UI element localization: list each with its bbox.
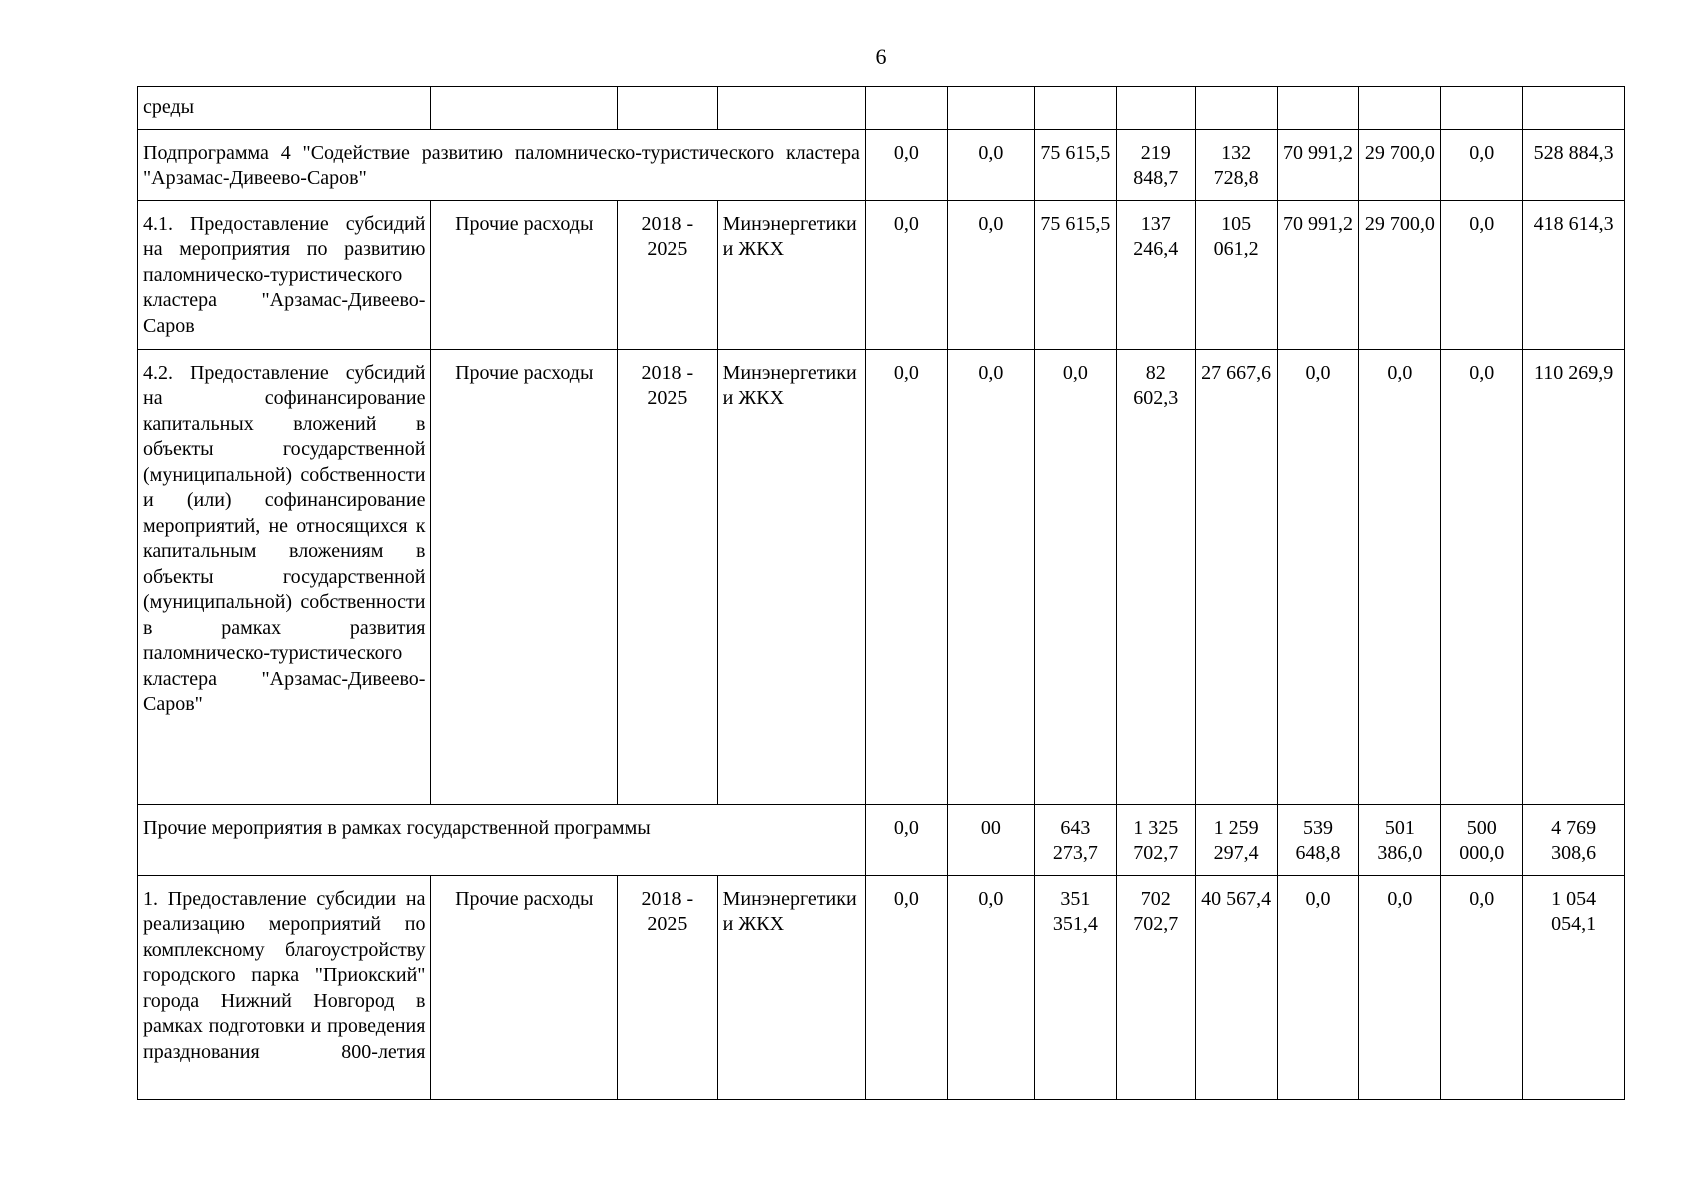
other-activities-title: Прочие мероприятия в рамках государственной программы bbox=[138, 804, 866, 875]
cell-value bbox=[1277, 87, 1359, 130]
cell-value-total: 4 769 308,6 bbox=[1523, 804, 1625, 875]
cell-value bbox=[947, 87, 1034, 130]
cell-value: 0,0 bbox=[1441, 129, 1523, 200]
cell-value-total: 110 269,9 bbox=[1523, 349, 1625, 804]
cell-value: 0,0 bbox=[1441, 875, 1523, 1099]
cell-name: среды bbox=[138, 87, 431, 130]
page-number: 6 bbox=[875, 44, 887, 69]
cell-period: 2018 - 2025 bbox=[618, 200, 718, 349]
cell-expense-type bbox=[431, 87, 618, 130]
table-row-sredy bbox=[138, 87, 1625, 130]
cell-value: 0,0 bbox=[865, 129, 947, 200]
cell-value bbox=[865, 87, 947, 130]
cell-value: 0,0 bbox=[947, 129, 1034, 200]
table-row-other-activities bbox=[138, 804, 1625, 875]
cell-value bbox=[1441, 87, 1523, 130]
cell-executor: Минэнергетики и ЖКХ bbox=[717, 349, 865, 804]
cell-value-total: 1 054 054,1 bbox=[1523, 875, 1625, 1099]
subprogram-title: Подпрограмма 4 "Содействие развитию паломническо-туристического кластера "Арзамас-Дивеево-Саров" bbox=[138, 129, 866, 200]
cell-value: 137 246,4 bbox=[1116, 200, 1195, 349]
cell-value: 0,0 bbox=[865, 349, 947, 804]
cell-value-total bbox=[1523, 87, 1625, 130]
cell-value: 29 700,0 bbox=[1359, 200, 1441, 349]
table-row-item-1 bbox=[138, 875, 1625, 1099]
cell-value: 0,0 bbox=[1277, 349, 1359, 804]
cell-value: 0,0 bbox=[1359, 875, 1441, 1099]
cell-executor: Минэнергетики и ЖКХ bbox=[717, 200, 865, 349]
cell-value: 0,0 bbox=[947, 200, 1034, 349]
cell-value: 40 567,4 bbox=[1195, 875, 1277, 1099]
cell-value: 0,0 bbox=[1441, 349, 1523, 804]
cell-value bbox=[1116, 87, 1195, 130]
cell-value: 0,0 bbox=[1441, 200, 1523, 349]
cell-value: 75 615,5 bbox=[1034, 129, 1116, 200]
cell-value: 219 848,7 bbox=[1116, 129, 1195, 200]
cell-value-total: 418 614,3 bbox=[1523, 200, 1625, 349]
cell-value: 1 325 702,7 bbox=[1116, 804, 1195, 875]
cell-value: 500 000,0 bbox=[1441, 804, 1523, 875]
cell-value: 351 351,4 bbox=[1034, 875, 1116, 1099]
cell-value: 105 061,2 bbox=[1195, 200, 1277, 349]
cell-name: 4.1. Предоставление субсидий на мероприятия по развитию паломническо-туристического кластера "Арзамас-Дивеево-Саров bbox=[138, 200, 431, 349]
cell-value: 75 615,5 bbox=[1034, 200, 1116, 349]
cell-value: 82 602,3 bbox=[1116, 349, 1195, 804]
table-row-item-4-2 bbox=[138, 349, 1625, 804]
cell-value: 70 991,2 bbox=[1277, 200, 1359, 349]
cell-period: 2018 - 2025 bbox=[618, 875, 718, 1099]
cell-value-total: 528 884,3 bbox=[1523, 129, 1625, 200]
cell-value: 70 991,2 bbox=[1277, 129, 1359, 200]
cell-value: 0,0 bbox=[865, 804, 947, 875]
cell-expense-type: Прочие расходы bbox=[431, 349, 618, 804]
cell-value: 0,0 bbox=[865, 875, 947, 1099]
cell-value: 0,0 bbox=[1034, 349, 1116, 804]
cell-value: 702 702,7 bbox=[1116, 875, 1195, 1099]
cell-expense-type: Прочие расходы bbox=[431, 875, 618, 1099]
cell-period bbox=[618, 87, 718, 130]
cell-expense-type: Прочие расходы bbox=[431, 200, 618, 349]
cell-value bbox=[1359, 87, 1441, 130]
cell-value: 00 bbox=[947, 804, 1034, 875]
cell-value bbox=[1195, 87, 1277, 130]
cell-value: 0,0 bbox=[865, 200, 947, 349]
budget-table bbox=[137, 86, 1625, 1100]
cell-value: 0,0 bbox=[947, 349, 1034, 804]
cell-executor bbox=[717, 87, 865, 130]
table-row-subprogram-4 bbox=[138, 129, 1625, 200]
cell-value: 27 667,6 bbox=[1195, 349, 1277, 804]
cell-value: 501 386,0 bbox=[1359, 804, 1441, 875]
cell-name: 1. Предоставление субсидии на реализацию мероприятий по комплексному благоустройству городского парка "Приокский" города Нижний Новгород в рамках подготовки и проведения празднования 800-летия bbox=[138, 875, 431, 1099]
cell-value: 0,0 bbox=[947, 875, 1034, 1099]
table-row-item-4-1 bbox=[138, 200, 1625, 349]
cell-value: 29 700,0 bbox=[1359, 129, 1441, 200]
cell-value: 643 273,7 bbox=[1034, 804, 1116, 875]
cell-value: 0,0 bbox=[1359, 349, 1441, 804]
cell-period: 2018 - 2025 bbox=[618, 349, 718, 804]
cell-name: 4.2. Предоставление субсидий на софинансирование капитальных вложений в объекты государственной (муниципальной) собственности и (или) софинансирование мероприятий, не относящихся к капитальным вложениям в объекты государственной (муниципальной) собственности в рамках развития паломническо-туристического кластера "Арзамас-Дивеево-Саров" bbox=[138, 349, 431, 804]
cell-value: 0,0 bbox=[1277, 875, 1359, 1099]
cell-value: 539 648,8 bbox=[1277, 804, 1359, 875]
cell-value: 1 259 297,4 bbox=[1195, 804, 1277, 875]
cell-value bbox=[1034, 87, 1116, 130]
cell-executor: Минэнергетики и ЖКХ bbox=[717, 875, 865, 1099]
cell-value: 132 728,8 bbox=[1195, 129, 1277, 200]
